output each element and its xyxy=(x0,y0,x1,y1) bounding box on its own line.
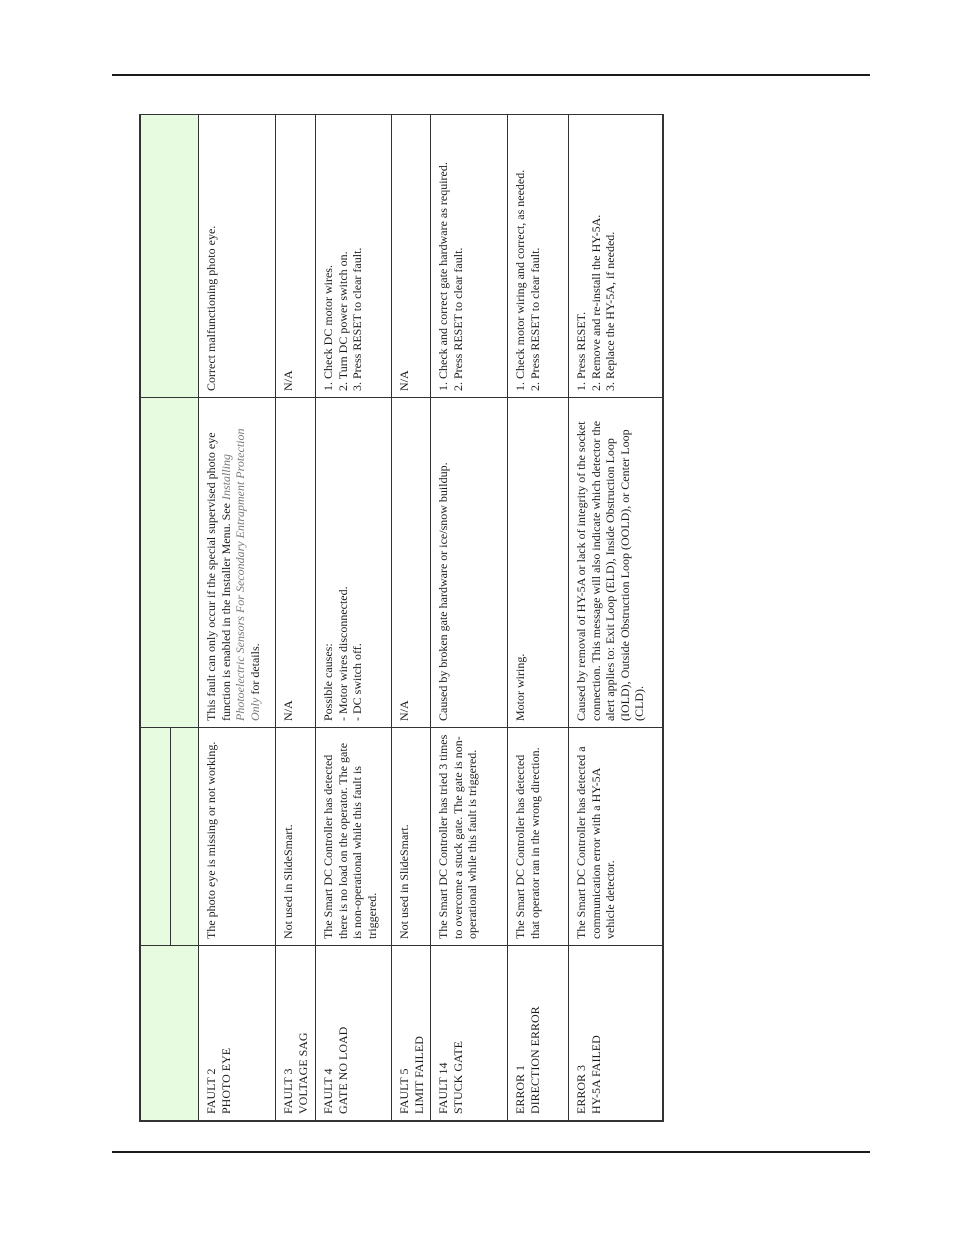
cause-text: This fault can only occur if the special supervised photo eye function is enabled in the Installer Menu. See xyxy=(204,432,233,721)
fault-code-cell xyxy=(316,946,392,1121)
fault-table xyxy=(140,114,663,1121)
action-cell xyxy=(508,115,569,398)
table-row xyxy=(392,115,431,1121)
table-row xyxy=(276,115,316,1121)
cause-cell xyxy=(199,398,276,728)
cause-cell xyxy=(392,398,431,728)
action-step: 1. Check and correct gate hardware as required. xyxy=(436,162,450,391)
action-cell xyxy=(316,115,392,398)
fault-name: HY-5A FAILED xyxy=(588,1035,603,1114)
header-action xyxy=(141,115,199,398)
fault-code-cell xyxy=(199,946,276,1121)
fault-code-cell xyxy=(569,946,663,1121)
fault-code: ERROR 3 xyxy=(574,1064,588,1114)
rotated-table-content xyxy=(140,115,663,1121)
cause-cell xyxy=(316,398,392,728)
fault-name: LIMIT FAILED xyxy=(411,1036,426,1114)
action-step: 2. Turn DC power switch on. xyxy=(335,251,350,391)
fault-code-cell xyxy=(392,946,431,1121)
footer-rule xyxy=(112,1151,870,1153)
action-cell xyxy=(199,115,276,398)
fault-name: VOLTAGE SAG xyxy=(295,1032,310,1114)
cause-line: N/A xyxy=(281,700,295,721)
table-row xyxy=(569,115,663,1121)
cause-text-end: for details. xyxy=(247,643,262,698)
description-cell: Not used in SlideSmart. xyxy=(392,728,431,946)
action-step: 2. Press RESET to clear fault. xyxy=(527,247,542,391)
fault-code: FAULT 3 xyxy=(281,1068,295,1114)
action-step: N/A xyxy=(281,370,295,391)
table-row xyxy=(431,115,508,1121)
header-description xyxy=(141,728,171,946)
action-step: 2. Remove and re-install the HY-5A. xyxy=(588,214,603,391)
fault-name: STUCK GATE xyxy=(450,1040,465,1114)
description-cell: The Smart DC Controller has tried 3 times to overcome a stuck gate. The gate is non-operational while this fault is triggered. xyxy=(431,728,508,946)
description-cell: The Smart DC Controller has detected there is no load on the operator. The gate is non-operational while this fault is triggered. xyxy=(316,728,392,946)
action-step: 3. Replace the HY-5A, if needed. xyxy=(603,231,617,391)
fault-code: FAULT 2 xyxy=(204,1068,218,1114)
action-cell xyxy=(569,115,663,398)
cause-line: Possible causes: xyxy=(321,643,335,721)
fault-code-cell xyxy=(276,946,316,1121)
troubleshooting-table xyxy=(139,114,664,1122)
table-header-row xyxy=(141,115,171,1121)
action-step: 1. Check motor wiring and correct, as needed. xyxy=(513,169,527,391)
cause-reference: Installing Photoelectric Sensors For Secondary Entrapment Protection Only xyxy=(218,428,262,721)
action-step: N/A xyxy=(397,370,411,391)
fault-code: FAULT 14 xyxy=(436,1062,450,1114)
cause-cell xyxy=(508,398,569,728)
description-cell: The photo eye is missing or not working. xyxy=(199,728,276,946)
fault-name: PHOTO EYE xyxy=(218,1047,233,1114)
fault-name: GATE NO LOAD xyxy=(335,1026,350,1114)
fault-code: ERROR 1 xyxy=(513,1064,527,1114)
description-cell: The Smart DC Controller has detected a communication error with a HY-5A vehicle detector. xyxy=(569,728,663,946)
cause-line: Motor wiring. xyxy=(513,653,527,721)
cause-cell: Caused by removal of HY-5A or lack of integrity of the socket connection. This message will also indicate which detector the alert applies to: Exit Loop (ELD), Inside Obstruction Loop (IOLD), Outside Obstruction Loop (OOLD), or Center Loop (CLD). xyxy=(569,398,663,728)
action-step: 3. Press RESET to clear fault. xyxy=(350,247,364,391)
fault-name: DIRECTION ERROR xyxy=(527,1006,542,1114)
table-row xyxy=(508,115,569,1121)
header-rule xyxy=(112,74,870,76)
cause-cell xyxy=(276,398,316,728)
header-code xyxy=(141,946,199,1121)
action-step: Correct malfunctioning photo eye. xyxy=(204,225,218,391)
cause-line: N/A xyxy=(397,700,411,721)
description-cell: Not used in SlideSmart. xyxy=(276,728,316,946)
header-description-sub xyxy=(171,728,199,946)
fault-code: FAULT 4 xyxy=(321,1068,335,1114)
cause-line: - Motor wires disconnected. xyxy=(335,586,350,721)
action-cell xyxy=(392,115,431,398)
fault-code: FAULT 5 xyxy=(397,1068,411,1114)
cause-cell xyxy=(431,398,508,728)
action-step: 1. Check DC motor wires. xyxy=(321,265,335,391)
fault-code-cell xyxy=(508,946,569,1121)
cause-line: - DC switch off. xyxy=(350,643,364,721)
cause-line: Caused by broken gate hardware or ice/snow buildup. xyxy=(436,462,450,721)
table-row xyxy=(199,115,276,1121)
action-step: 2. Press RESET to clear fault. xyxy=(450,247,465,391)
description-cell: The Smart DC Controller has detected that operator ran in the wrong direction. xyxy=(508,728,569,946)
action-step: 1. Press RESET. xyxy=(574,311,588,391)
table-row xyxy=(316,115,392,1121)
fault-code-cell xyxy=(431,946,508,1121)
action-cell xyxy=(276,115,316,398)
action-cell xyxy=(431,115,508,398)
header-cause xyxy=(141,398,199,728)
